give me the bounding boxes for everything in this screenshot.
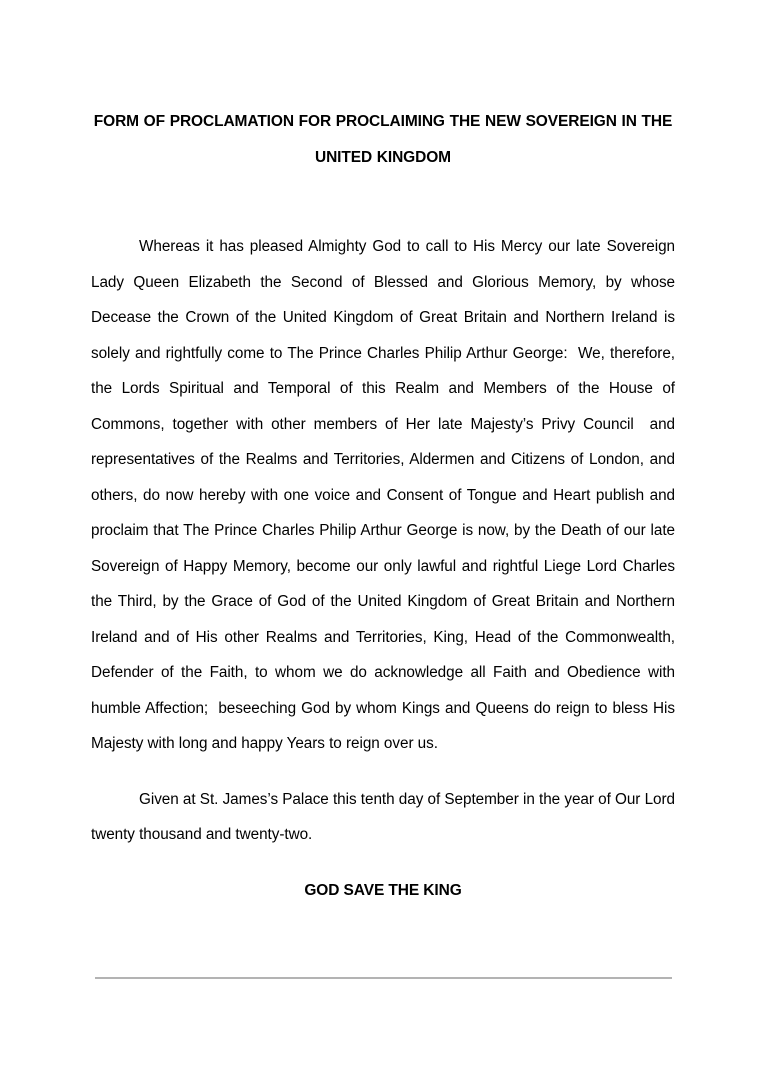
- dateline-paragraph: Given at St. James’s Palace this tenth day of September in the year of Our Lord twenty thousand and twenty-two.: [91, 790, 680, 843]
- footer-divider: [95, 977, 672, 979]
- page-title-line-1: FORM OF PROCLAMATION FOR PROCLAIMING THE NEW SOVEREIGN IN THE: [93, 113, 673, 130]
- page-title-line-2: UNITED KINGDOM: [314, 148, 451, 166]
- proclamation-paragraph: Whereas it has pleased Almighty God to call to His Mercy our late Sovereign Lady Queen Elizabeth the Second of Blessed and Glorious Memory, by whose Decease the Crown of the United Kingdom of Great Britain and Northern Ireland is solely and rightfully come to The Prince Charles Philip Arthur George: We, therefore, the Lords Spiritual and Temporal of this Realm and Members of the House of Commons, together with other members of Her late Majesty’s Privy Council and representatives of the Realms and Territories, Aldermen and Citizens of London, and others, do now hereby with one voice and Consent of Tongue and Heart publish and proclaim that The Prince Charles Philip Arthur George is now, by the Death of our late Sovereign of Happy Memory, become our only lawful and rightful Liege Lord Charles the Third, by the Grace of God of the United Kingdom of Great Britain and Northern Ireland and of His other Realms and Territories, King, Head of the Commonwealth, Defender of the Faith, to whom we do acknowledge all Faith and Obedience with humble Affection; beseeching God by whom Kings and Queens do reign to bless His Majesty with long and happy Years to reign over us.: [91, 238, 680, 752]
- acclamation-text: GOD SAVE THE KING: [304, 881, 462, 899]
- page-title: [91, 0, 675, 175]
- document-body: [91, 0, 680, 908]
